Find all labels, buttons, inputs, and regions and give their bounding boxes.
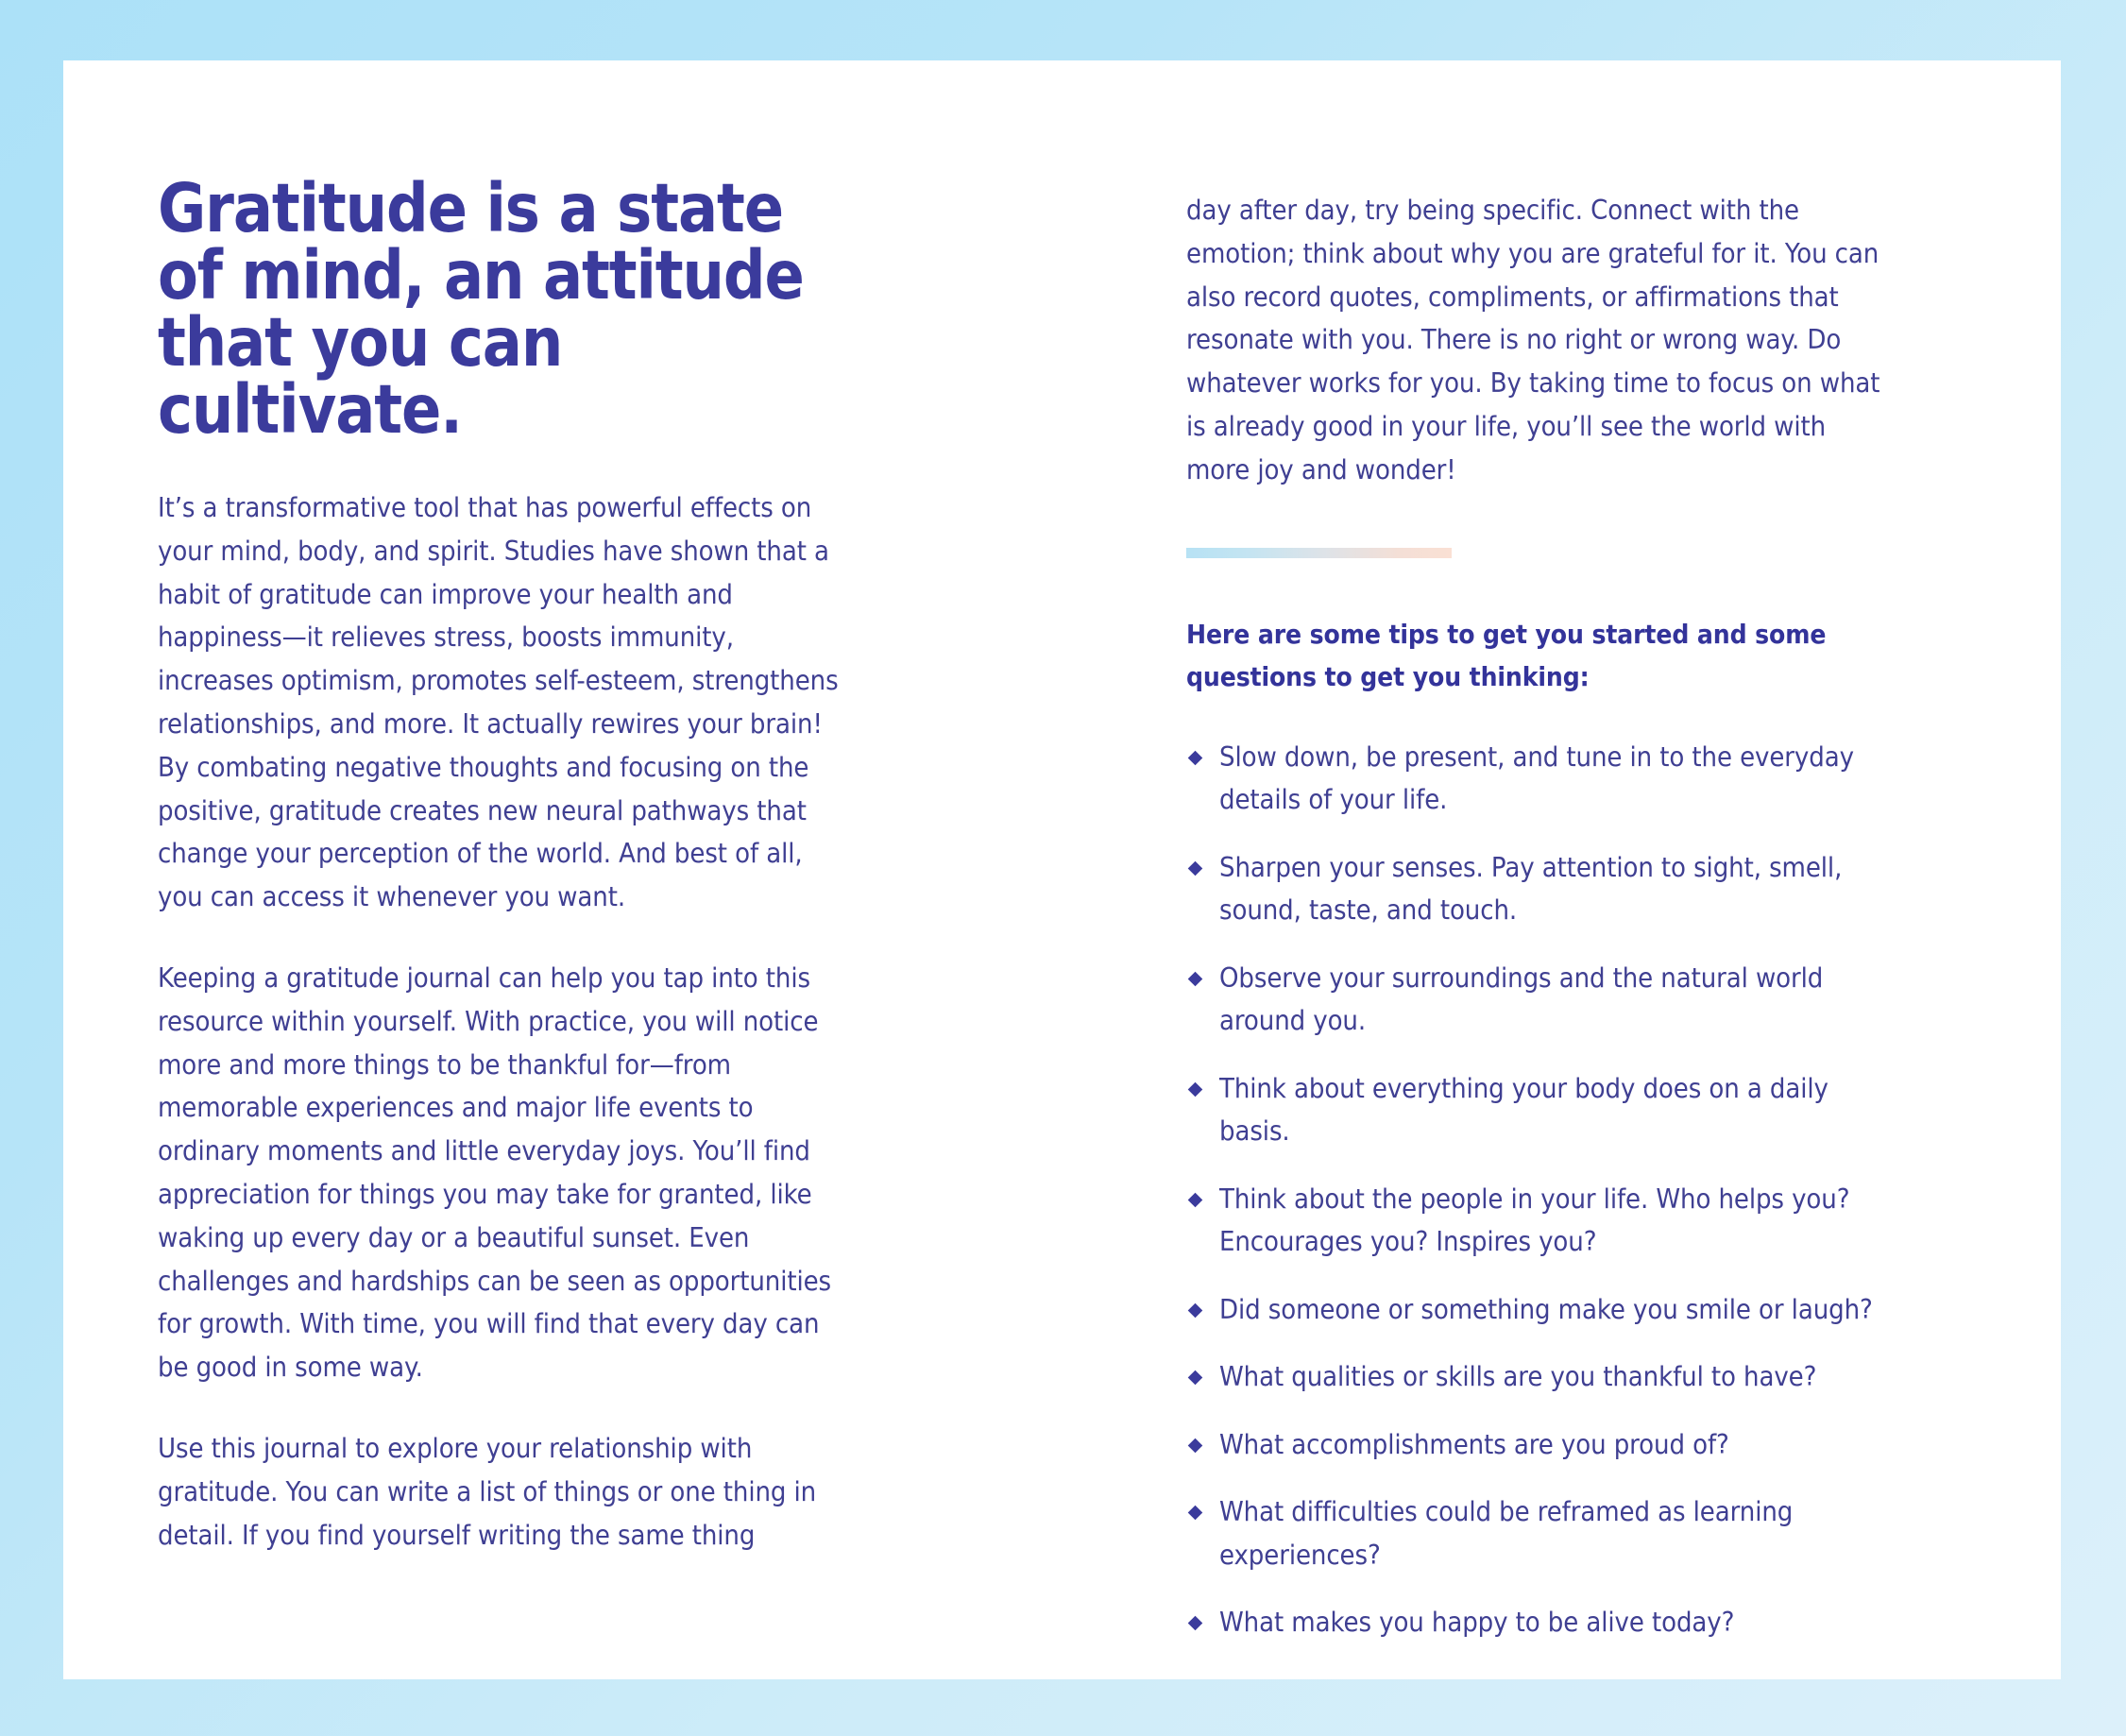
continued-paragraph: day after day, try being specific. Connect with the emotion; think about why you are grateful for it. You can also record quotes, compliments, or affirmations that resonate with you. There is no right or wrong way. Do whatever works for you. By taking time to focus on what is already good in your life, you’ll see the world with more joy and wonder! <box>1186 195 1880 485</box>
list-item-label: What qualities or skills are you thankful to have? <box>1219 1361 1817 1393</box>
right-column <box>1164 60 2061 1679</box>
list-item <box>1186 1355 1970 1399</box>
diamond-bullet-icon <box>1188 1192 1203 1207</box>
diamond-bullet-icon <box>1188 971 1203 986</box>
list-item <box>1186 846 1970 932</box>
two-column-spread <box>63 60 2061 1679</box>
diamond-bullet-icon <box>1188 1081 1203 1097</box>
list-item-label: What difficulties could be reframed as learning experiences? <box>1219 1496 1794 1571</box>
gradient-divider <box>1186 548 1452 558</box>
diamond-bullet-icon <box>1188 750 1203 765</box>
list-item <box>1186 1423 1970 1467</box>
list-item-label: Slow down, be present, and tune in to the everyday details of your life. <box>1219 740 1854 816</box>
body-paragraph-1: It’s a transformative tool that has powerful effects on your mind, body, and spirit. Studies have shown that a habit of gratitude can improve your health and happiness—it relieves stress, boosts immunity, increases optimism, promotes self-esteem, strengthens relationships, and more. It actually rewires your brain! By combating negative thoughts and focusing on the positive, gratitude creates new neural pathways that change your perception of the world. And best of all, you can access it whenever you want. <box>158 492 839 913</box>
list-item-label: Think about everything your body does on a daily basis. <box>1219 1072 1828 1148</box>
tips-section-heading: Here are some tips to get you started and some questions to get you thinking: <box>1186 618 1827 692</box>
list-item-label: Sharpen your senses. Pay attention to sight, smell, sound, taste, and touch. <box>1219 851 1843 927</box>
list-item-label: What makes you happy to be alive today? <box>1219 1607 1735 1639</box>
list-item-label: What accomplishments are you proud of? <box>1219 1428 1729 1460</box>
list-item <box>1186 1601 1970 1644</box>
list-item <box>1186 957 1970 1043</box>
list-item <box>1186 1178 1970 1264</box>
diamond-bullet-icon <box>1188 1370 1203 1386</box>
list-item <box>1186 736 1970 822</box>
page-headline: Gratitude is a state of mind, an attitude that you can cultivate. <box>158 169 804 449</box>
diamond-bullet-icon <box>1188 1506 1203 1521</box>
diamond-bullet-icon <box>1188 1438 1203 1453</box>
list-item-label: Think about the people in your life. Who helps you? Encourages you? Inspires you? <box>1219 1183 1850 1258</box>
body-paragraph-3: Use this journal to explore your relationship with gratitude. You can write a list of things or one thing in detail. If you find yourself writing the same thing <box>158 1432 817 1551</box>
list-item-label: Did someone or something make you smile or laugh? <box>1219 1293 1873 1325</box>
diamond-bullet-icon <box>1188 1302 1203 1318</box>
page-sheet <box>63 60 2061 1679</box>
tips-list <box>1186 736 1970 1644</box>
diamond-bullet-icon <box>1188 1616 1203 1631</box>
body-paragraph-2: Keeping a gratitude journal can help you tap into this resource within yourself. With practice, you will notice more and more things to be thankful for—from memorable experiences and major life events to ordinary moments and little everyday joys. You’ll find appreciation for things you may take for granted, like waking up every day or a beautiful sunset. Even challenges and hardships can be seen as opportunities for growth. With time, you will find that every day can be good in some way. <box>158 962 832 1384</box>
list-item-label: Observe your surroundings and the natural world around you. <box>1219 962 1824 1037</box>
list-item <box>1186 1490 1970 1576</box>
left-column <box>63 60 1164 1679</box>
list-item <box>1186 1288 1970 1332</box>
diamond-bullet-icon <box>1188 860 1203 876</box>
list-item <box>1186 1067 1970 1153</box>
